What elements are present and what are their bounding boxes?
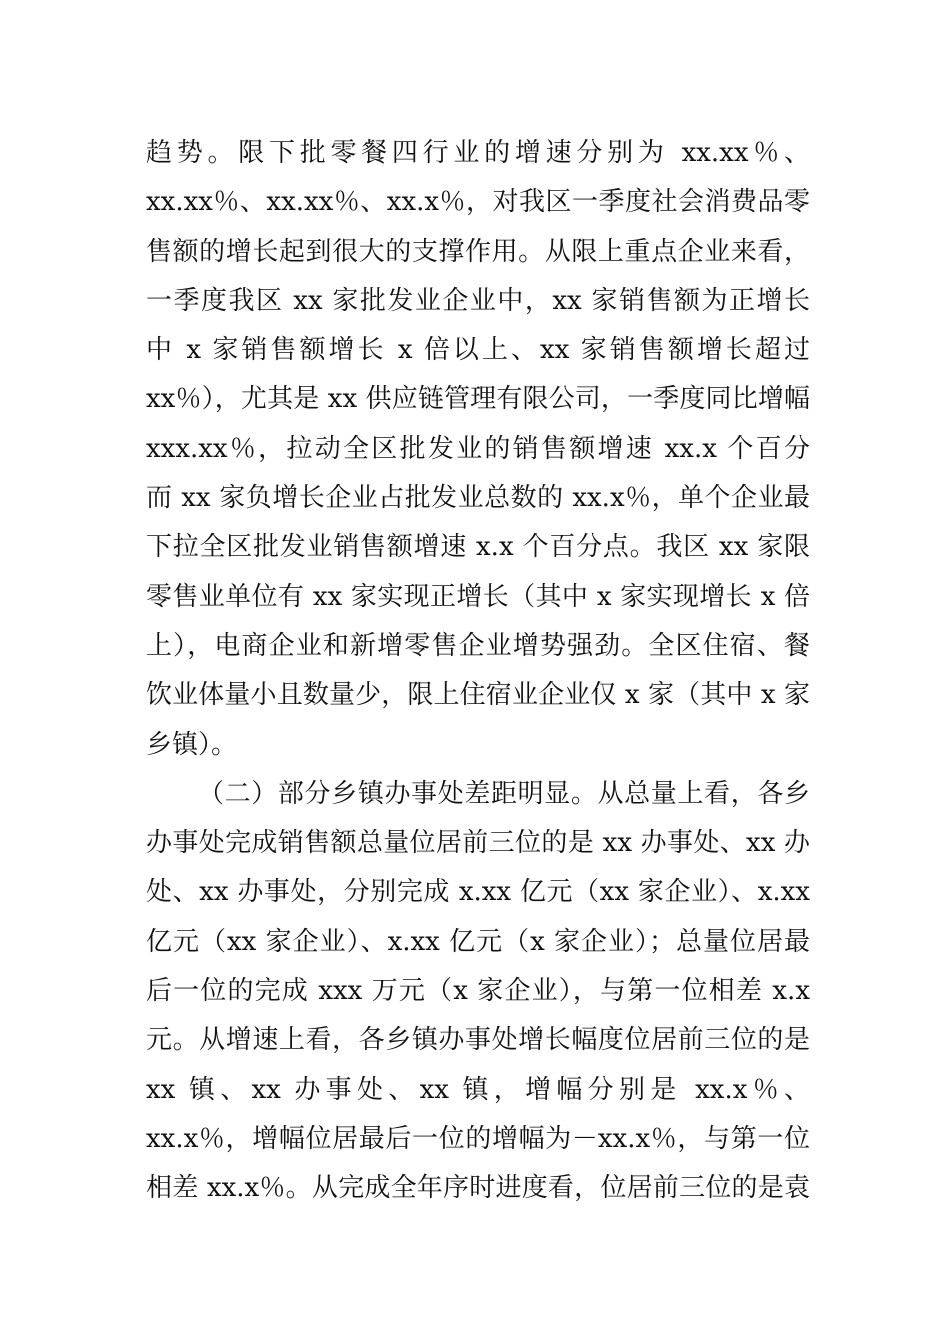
paragraph-1-line: 中 x 家销售额增长 x 倍以上、xx 家销售额增长超过 [146, 335, 810, 366]
paragraph-2-line: 亿元（xx 家企业）、x.xx 亿元（x 家企业）；总量位居最 [146, 926, 810, 957]
paragraph-1-line: 售额的增长起到很大的支撑作用。从限上重点企业来看， [146, 236, 810, 267]
paragraph-2-line: 办事处完成销售额总量位居前三位的是 xx 办事处、xx 办 [146, 828, 810, 859]
paragraph-2-line: xx 镇、xx 办事处、xx 镇，增幅分别是 xx.x％、 [146, 1074, 810, 1105]
paragraph-1-line: xx.xx％、xx.xx％、xx.x％，对我区一季度社会消费品零 [146, 187, 810, 218]
paragraph-1-line: 一季度我区 xx 家批发业企业中，xx 家销售额为正增长 [146, 285, 810, 316]
paragraph-1-line: 下拉全区批发业销售额增速 x.x 个百分点。我区 xx 家限 [146, 532, 810, 563]
paragraph-1-line: 上），电商企业和新增零售企业增势强劲。全区住宿、餐 [146, 630, 810, 661]
paragraph-2-line: 后一位的完成 xxx 万元（x 家企业），与第一位相差 x.x [146, 976, 810, 1007]
paragraph-2-first-line: （二）部分乡镇办事处差距明显。从总量上看，各乡 [198, 778, 810, 809]
body-text [146, 129, 810, 1214]
paragraph-1-line: xxx.xx％，拉动全区批发业的销售额增速 xx.x 个百分 [146, 433, 810, 464]
paragraph-1 [146, 129, 810, 770]
paragraph-1-line: xx％），尤其是 xx 供应链管理有限公司，一季度同比增幅 [146, 384, 810, 415]
paragraph-2-line: xx.x％，增幅位居最后一位的增幅为－xx.x％，与第一位 [146, 1123, 810, 1154]
paragraph-2-line: 处、xx 办事处，分别完成 x.xx 亿元（xx 家企业）、x.xx [146, 877, 810, 908]
paragraph-1-line: 趋势。限下批零餐四行业的增速分别为 xx.xx％、 [146, 138, 810, 168]
paragraph-2-line: 元。从增速上看，各乡镇办事处增长幅度位居前三位的是 [146, 1025, 810, 1056]
paragraph-1-line: 零售业单位有 xx 家实现正增长（其中 x 家实现增长 x 倍 [146, 581, 810, 612]
paragraph-2 [146, 770, 810, 1214]
paragraph-2-line: 相差 xx.x％。从完成全年序时进度看，位居前三位的是袁 [146, 1173, 810, 1204]
paragraph-1-last-line: 乡镇）。 [146, 729, 238, 760]
paragraph-1-line: 饮业体量小且数量少，限上住宿业企业仅 x 家（其中 x 家 [146, 680, 810, 711]
paragraph-1-line: 而 xx 家负增长企业占批发业总数的 xx.x％，单个企业最 [146, 483, 810, 514]
